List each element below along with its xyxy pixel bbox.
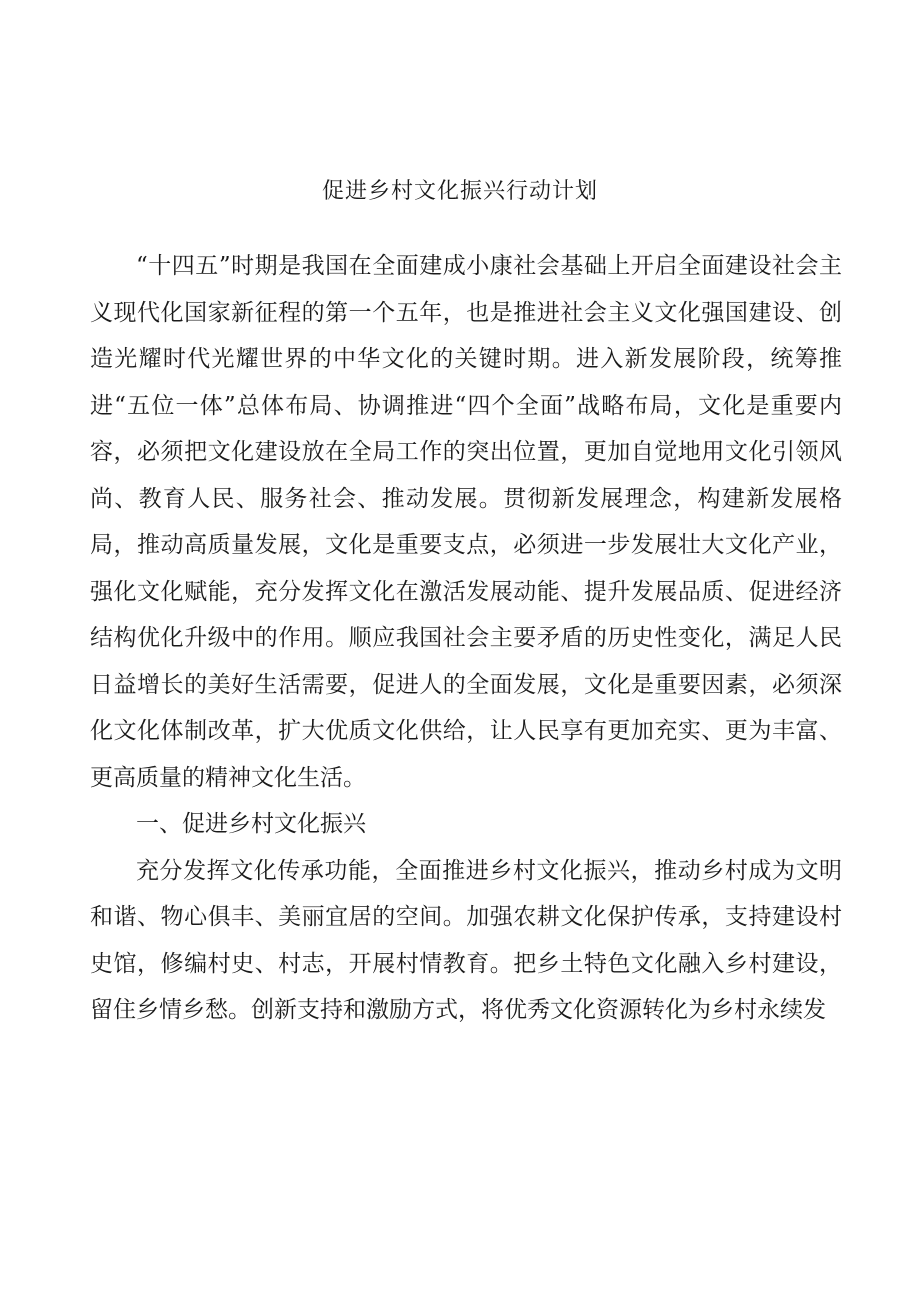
document-body	[90, 243, 842, 1034]
intro-paragraph: “十四五”时期是我国在全面建成小康社会基础上开启全面建设社会主义现代化国家新征程的第一个五年，也是推进社会主义文化强国建设、创造光耀时代光耀世界的中华文化的关键时期。进入新发展阶段，统筹推进“五位一体”总体布局、协调推进“四个全面”战略布局，文化是重要内容，必须把文化建设放在全局工作的突出位置，更加自觉地用文化引领风尚、教育人民、服务社会、推动发展。贯彻新发展理念，构建新发展格局，推动高质量发展，文化是重要支点，必须进一步发展壮大文化产业，强化文化赋能，充分发挥文化在激活发展动能、提升发展品质、促进经济结构优化升级中的作用。顺应我国社会主要矛盾的历史性变化，满足人民日益增长的美好生活需要，促进人的全面发展，文化是重要因素，必须深化文化体制改革，扩大优质文化供给，让人民享有更加充实、更为丰富、更高质量的精神文化生活。	[90, 253, 842, 791]
section-heading: 一、促进乡村文化振兴	[136, 811, 366, 837]
document-title: 促进乡村文化振兴行动计划	[321, 179, 598, 204]
section-paragraph: 充分发挥文化传承功能，全面推进乡村文化振兴，推动乡村成为文明和谐、物心俱丰、美丽宜居的空间。加强农耕文化保护传承，支持建设村史馆，修编村史、村志，开展村情教育。把乡土特色文化融入乡村建设，留住乡情乡愁。创新支持和激励方式，将优秀文化资源转化为乡村永续发	[90, 857, 842, 1023]
